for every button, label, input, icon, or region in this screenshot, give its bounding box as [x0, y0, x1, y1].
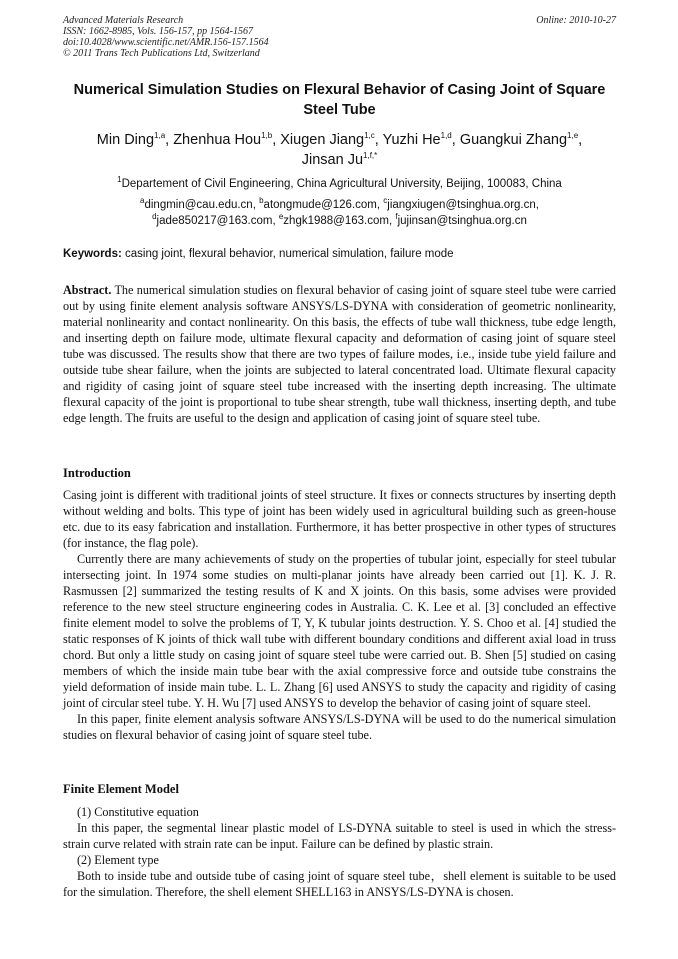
keywords-text: casing joint, flexural behavior, numerical simulation, failure mode	[125, 248, 454, 260]
section-heading-introduction: Introduction	[63, 466, 131, 480]
doi-line: doi:10.4028/www.scientific.net/AMR.156-157.1564	[63, 37, 269, 48]
introduction-body	[63, 487, 616, 743]
abstract-text: The numerical simulation studies on flexural behavior of casing joint of square steel tube were carried out by using finite element analysis software ANSYS/LS-DYNA with consideration of geometric nonlinearity, material nonlinearity and contact nonlinearity. On this basis, the effects of tube wall thickness, tube edge length, and inserting depth on failure mode, ultimate flexural capacity and deformation of casing joint of square steel tube was discussed. The results show that there are two types of failure modes, i.e., inside tube yield failure and outside tube shear failure, when the joints are subjected to lateral concentrated load. Ultimate flexural capacity and rigidity of casing joint of square steel tube increased with the inserting depth increasing. The ultimate flexural capacity of the joint is proportional to tube shear strength, tube wall thickness, inserting depth, and tube edge length. The fruits are useful to the design and application of casing joint of square steel tube.	[63, 283, 617, 425]
author: Xiugen Jiang$^{1,c}$	[280, 131, 375, 148]
paragraph: Casing joint is different with traditional joints of steel structure. It fixes or connects structures by inserting depth without welding and bolts. This type of joint has been widely used in agricultural building such as green-house etc. due to its easy fabrication and installation. Furthermore, it has better prospective in other types of structures (for instance, the flag pole).	[63, 488, 616, 550]
author: Yuzhi He$^{1,d}$	[382, 131, 452, 148]
abstract-label: Abstract.	[63, 283, 112, 297]
paper-title: Numerical Simulation Studies on Flexural Behavior of Casing Joint of Square Steel Tube	[73, 82, 606, 118]
author: Zhenhua Hou$^{1,b}$	[173, 131, 273, 148]
author: Guangkui Zhang$^{1,e}$	[459, 131, 579, 148]
keywords	[63, 247, 616, 262]
abstract	[63, 282, 616, 426]
paragraph: Both to inside tube and outside tube of casing joint of square steel tube，shell element is suitable to be used for the simulation. Therefore, the shell element SHELL163 in ANSYS/LS-DYNA is chosen.	[63, 869, 616, 899]
subheading: (2) Element type	[77, 853, 159, 867]
author: Min Ding$^{1,a}$	[96, 131, 166, 148]
author: Jinsan $Ju^{1,f,*}$	[301, 151, 378, 168]
copyright-line: © 2011 Trans Tech Publications Ltd, Switzerland	[63, 48, 260, 59]
affiliation: $^1$Departement of Civil Engineering, China Agricultural University, Beijing, 100083, China	[117, 175, 562, 190]
keywords-label: Keywords:	[63, 248, 122, 260]
section-heading-finite-element-model: Finite Element Model	[63, 782, 179, 796]
email-address[interactable]: $^b$atongmude@126.com	[259, 196, 377, 211]
email-list: $^a$dingmin@cau.edu.cn, $^b$atongmude@126.com, $^c$jiangxiugen@tsinghua.org.cn, $^d$jade850217@163.com, $^e$zhgk1988@163.com, $^f$jujinsan@tsinghua.org.cn	[140, 196, 539, 227]
email-address[interactable]: $^f$jujinsan@tsinghua.org.cn	[395, 212, 527, 227]
journal-header	[63, 15, 616, 59]
paragraph: In this paper, finite element analysis software ANSYS/LS-DYNA will be used to do the numerical simulation studies on flexural behavior of casing joint of square steel tube.	[63, 712, 616, 742]
email-address[interactable]: $^c$jiangxiugen@tsinghua.org.cn	[383, 196, 536, 211]
author-list: Min Ding$^{1,a}$, Zhenhua Hou$^{1,b}$, Xiugen Jiang$^{1,c}$, Yuzhi He$^{1,d}$, Guangkui Zhang$^{1,e}$, Jinsan $Ju^{1,f,*}$	[96, 131, 583, 168]
online-date: Online: 2010-10-27	[536, 15, 616, 26]
email-address[interactable]: $^a$dingmin@cau.edu.cn	[140, 196, 253, 211]
paragraph: Currently there are many achievements of study on the properties of tubular joint, especially for steel tubular intersecting joint. In 1974 some studies on multi-planar joints have already been carried out [1]. K. J. R. Rasmussen [2] summarized the testing results of K and X joints. On this basis, some advises were provided reference to the new steel structure engineering codes in Australia. C. K. Lee et al. [3] concluded an effective finite element model to solve the problems of T, Y, K tubular joints destruction. Y. S. Choo et al. [4] studied the static responses of K joints of thick wall tube with different boundary conditions and different axial load in truss chord. But only a little study on casing joint of square steel tube were carried out. B. Shen [5] studied on casing members of which the inside main tube bear with the axial compressive force and outside tube constrains the yield deformation of inside main tube. L. L. Zhang [6] used ANSYS to study the capacity and rigidity of casing joint of circular steel tube. Y. H. Wu [7] used ANSYS to develop the behavior of casing joint of square steel.	[63, 552, 616, 710]
issn-line: ISSN: 1662-8985, Vols. 156-157, pp 1564-1567	[63, 26, 253, 37]
journal-name: Advanced Materials Research	[63, 15, 184, 26]
paragraph: In this paper, the segmental linear plastic model of LS-DYNA suitable to steel is used in which the stress-strain curve related with strain rate can be input. Failure can be defined by plastic strain.	[63, 821, 616, 851]
subheading: (1) Constitutive equation	[77, 805, 199, 819]
finite-element-model-body	[63, 804, 616, 900]
email-address[interactable]: $^e$zhgk1988@163.com	[278, 212, 389, 227]
email-address[interactable]: $^d$jade850217@163.com	[152, 212, 273, 227]
